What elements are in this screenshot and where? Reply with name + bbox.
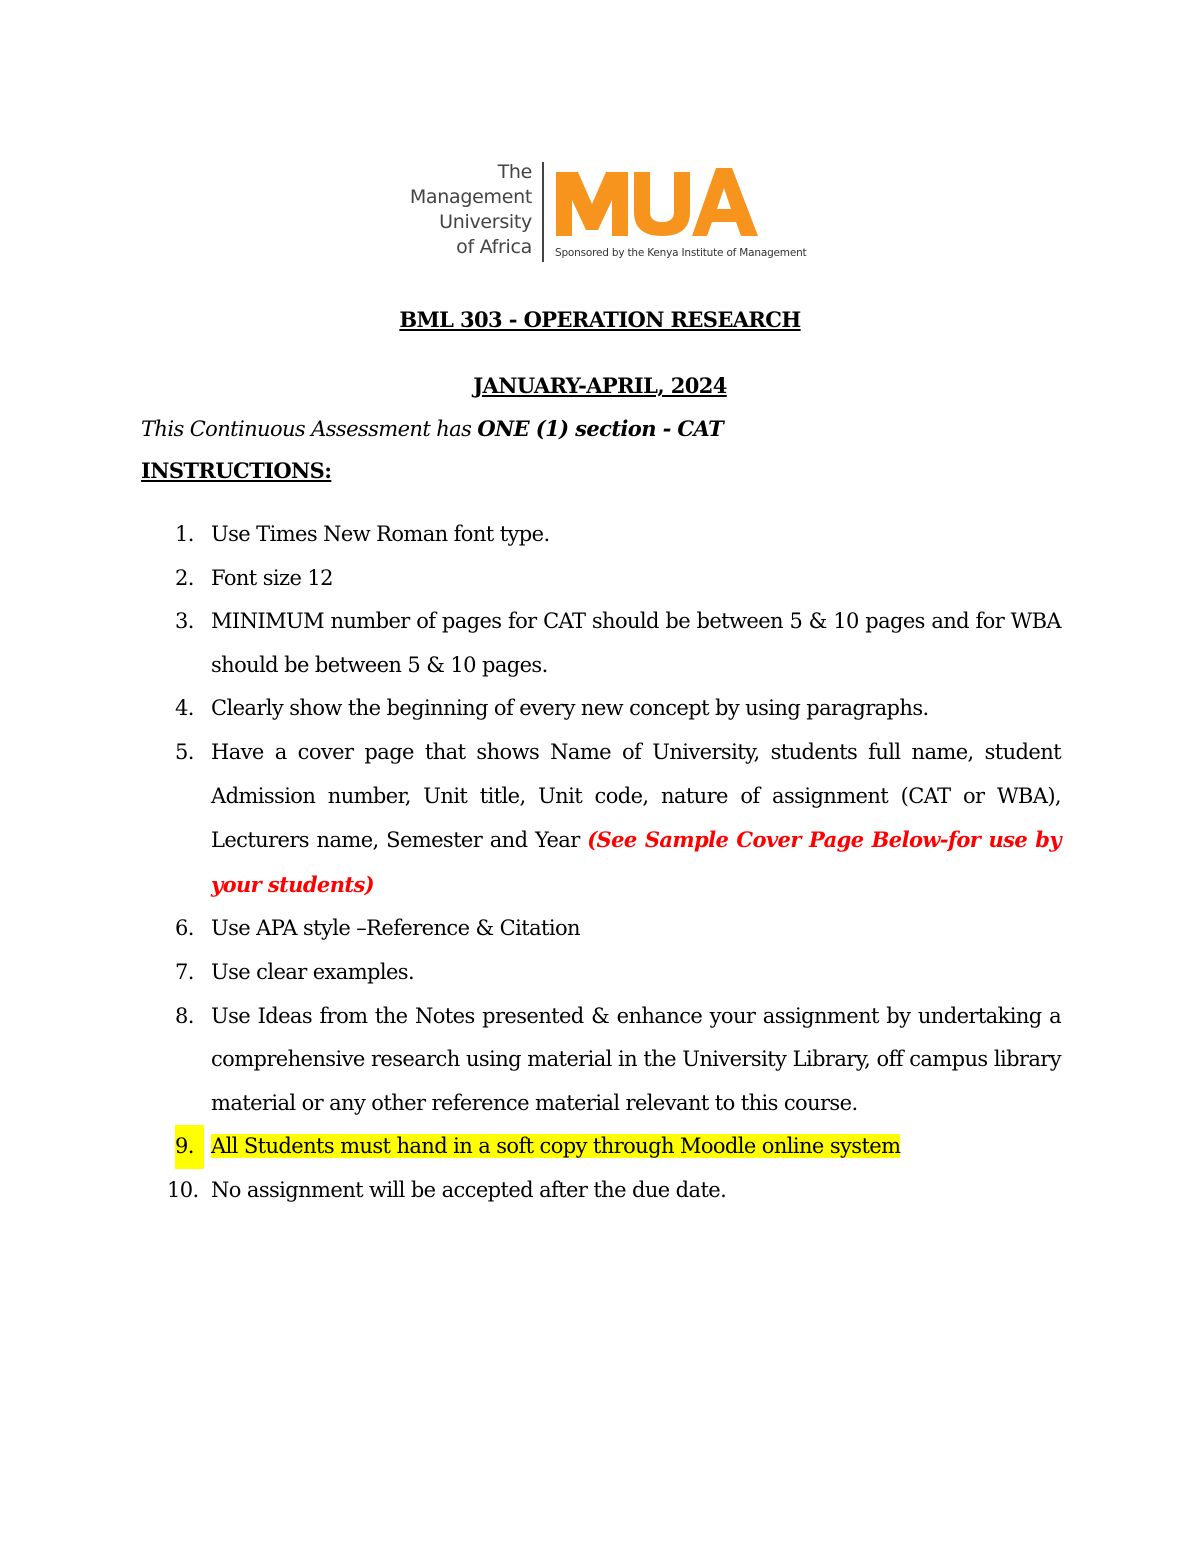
list-number: 6. bbox=[175, 916, 194, 941]
list-item-highlighted bbox=[141, 1125, 1061, 1169]
logo-name-line: The bbox=[497, 161, 532, 183]
list-number: 9. bbox=[175, 1125, 204, 1169]
logo-name-line: of Africa bbox=[456, 236, 532, 258]
list-item bbox=[141, 600, 1061, 687]
logo-mua-wordmark bbox=[552, 164, 762, 238]
list-item-text: Clearly show the beginning of every new concept by using paragraphs. bbox=[211, 696, 929, 721]
list-item bbox=[141, 731, 1061, 907]
list-item-text: Use Ideas from the Notes presented & enhance your assignment by undertaking a comprehensive research using material in the University Library, off campus library material or any other reference material relevant to this course. bbox=[211, 1003, 1061, 1115]
list-item bbox=[141, 951, 1061, 995]
list-item bbox=[141, 1169, 1061, 1213]
list-item-text: No assignment will be accepted after the due date. bbox=[211, 1177, 727, 1202]
term-title: JANUARY-APRIL, 2024 bbox=[473, 373, 727, 398]
list-item-text: Font size 12 bbox=[211, 565, 333, 590]
logo-name-line: University bbox=[439, 211, 532, 233]
list-item-text: Use APA style –Reference & Citation bbox=[211, 916, 580, 941]
list-number: 4. bbox=[175, 696, 194, 721]
list-item bbox=[141, 513, 1061, 557]
list-number: 1. bbox=[175, 522, 194, 546]
list-item bbox=[141, 995, 1061, 1126]
list-item-text: All Students must hand in a soft copy through Moodle online system bbox=[211, 1134, 901, 1159]
assessment-note-emphasis: ONE (1) section - CAT bbox=[477, 416, 724, 441]
instructions-heading: INSTRUCTIONS: bbox=[141, 458, 332, 483]
list-item-text: Have a cover page that shows Name of University, students full name, student Admission number, Unit title, Unit code, nature of assignment (CAT or WBA), Lecturers name, Semester and Year bbox=[211, 739, 1061, 853]
list-item bbox=[141, 907, 1061, 951]
instructions-list bbox=[141, 513, 1061, 1213]
list-item-text: MINIMUM number of pages for CAT should be between 5 & 10 pages and for WBA should be between 5 & 10 pages. bbox=[211, 609, 1061, 677]
list-item bbox=[141, 557, 1061, 601]
logo-university-name bbox=[410, 160, 532, 260]
list-number: 7. bbox=[175, 959, 194, 984]
list-number: 3. bbox=[175, 609, 194, 634]
assessment-note-prefix: This Continuous Assessment has bbox=[141, 417, 478, 441]
list-number: 5. bbox=[175, 739, 194, 764]
cover-page-note: (See Sample Cover Page Below-for use by your students) bbox=[211, 827, 1061, 897]
university-logo bbox=[409, 160, 807, 264]
list-item-text: Use clear examples. bbox=[211, 959, 415, 984]
list-number: 8. bbox=[175, 1003, 194, 1028]
list-number: 10. bbox=[167, 1177, 199, 1202]
logo-name-line: Management bbox=[409, 186, 532, 208]
list-number: 2. bbox=[175, 565, 194, 590]
logo-divider bbox=[542, 162, 544, 262]
logo-sponsor-text: Sponsored by the Kenya Institute of Management bbox=[555, 247, 807, 259]
course-title: BML 303 - OPERATION RESEARCH bbox=[399, 307, 801, 332]
assessment-note bbox=[141, 416, 723, 441]
list-item-text: Use Times New Roman font type. bbox=[211, 522, 550, 546]
list-item bbox=[141, 687, 1061, 731]
